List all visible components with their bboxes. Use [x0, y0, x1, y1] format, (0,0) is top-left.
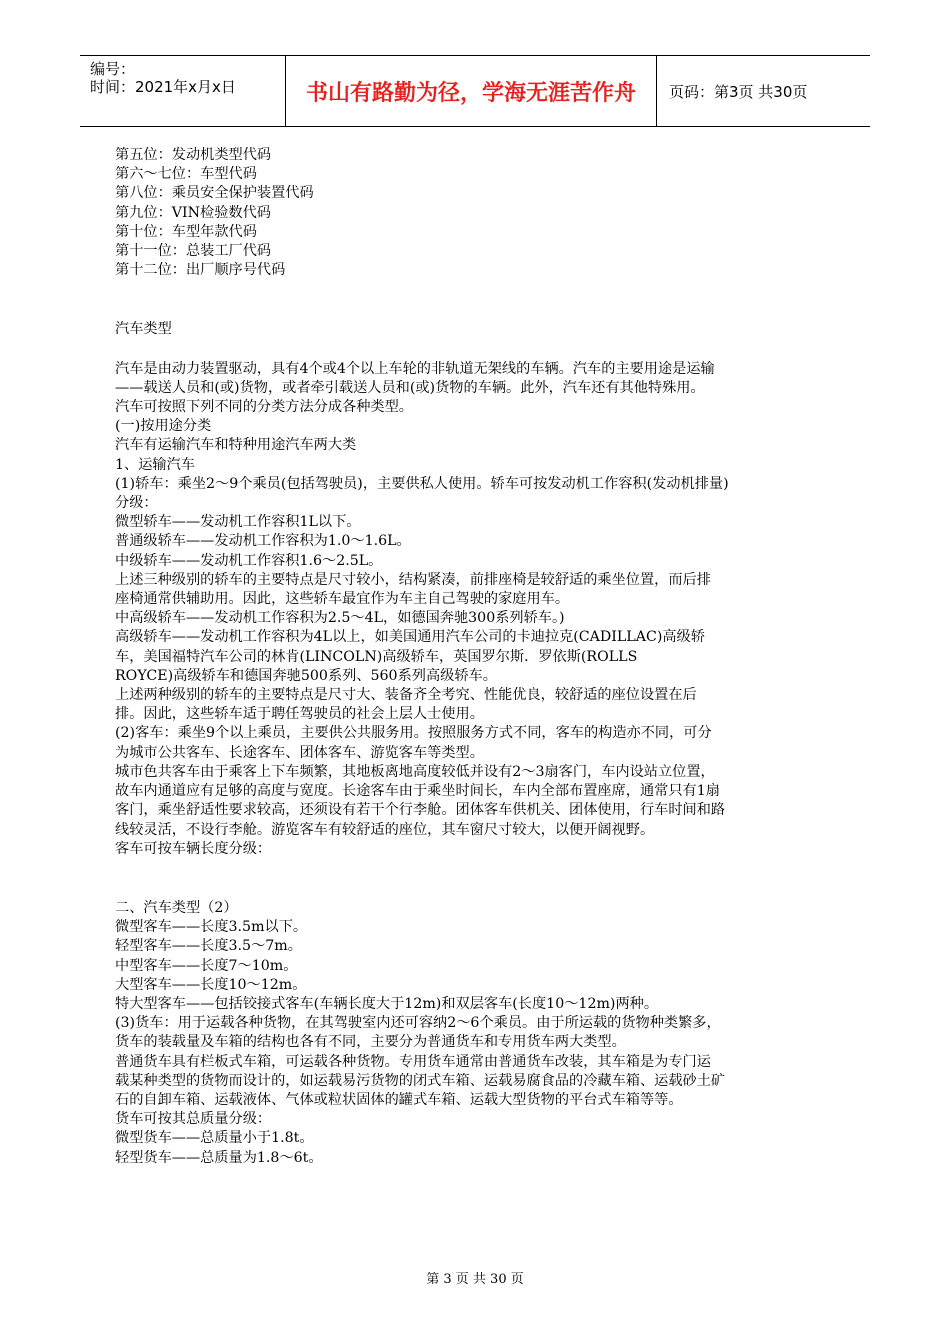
paragraph-line: 座椅通常供辅助用。因此，这些轿车最宜作为车主自己驾驶的家庭用车。 [115, 591, 570, 608]
section-1-body [115, 360, 845, 859]
paragraph-line: 中型客车——长度7～10m。 [115, 957, 298, 974]
page-footer: 第 3 页 共 30 页 [426, 1272, 524, 1287]
vin-list [115, 146, 845, 280]
paragraph-line: 高级轿车——发动机工作容积为4L以上，如美国通用汽车公司的卡迪拉克(CADILLAC)高级轿 [115, 629, 705, 646]
paragraph-line: (2)客车：乘坐9个以上乘员，主要供公共服务用。按照服务方式不同，客车的构造亦不同，可分 [115, 725, 712, 742]
vin-item: 第十位：车型年款代码 [115, 223, 257, 240]
vin-item: 第九位：VIN检验数代码 [115, 204, 271, 221]
number-label: 编号： [90, 60, 136, 78]
document-body [115, 146, 845, 1168]
vin-item: 第六～七位：车型代码 [115, 166, 257, 183]
paragraph-line: 轻型客车——长度3.5～7m。 [115, 938, 302, 955]
paragraph-line: 为城市公共客车、长途客车、团体客车、游览客车等类型。 [115, 744, 484, 761]
paragraph-line: 微型货车——总质量小于1.8t。 [115, 1130, 314, 1147]
vin-item: 第十二位：出厂顺序号代码 [115, 262, 286, 279]
motto: 书山有路勤为径，学海无涯苦作舟 [285, 56, 657, 126]
vin-item: 第五位：发动机类型代码 [115, 147, 272, 163]
paragraph-line: 分级： [115, 495, 158, 512]
paragraph-line: 车，美国福特汽车公司的林肯(LINCOLN)高级轿车，英国罗尔斯．罗依斯(ROLLS [115, 648, 638, 665]
paragraph-line: 大型客车——长度10～12m。 [115, 976, 307, 993]
paragraph-line: 普通级轿车——发动机工作容积为1.0～1.6L。 [115, 533, 411, 550]
paragraph-line: 中级轿车——发动机工作容积1.6～2.5L。 [115, 552, 383, 569]
paragraph-line: 上述两种级别的轿车的主要特点是尺寸大、装备齐全考究、性能优良，较舒适的座位设置在后 [115, 687, 697, 704]
paragraph-line: 微型轿车——发动机工作容积1L以下。 [115, 514, 361, 531]
paragraph-line: 中高级轿车——发动机工作容积为2.5～4L，如德国奔驰300系列轿车。) [115, 610, 565, 627]
paragraph-line: 货车可按其总质量分级： [115, 1111, 272, 1128]
paragraph-line: 汽车是由动力装置驱动，具有4个或4个以上车轮的非轨道无架线的车辆。汽车的主要用途是运输 [115, 360, 715, 377]
paragraph-line: 载某种类型的货物而设计的，如运载易污货物的闭式车箱、运载易腐食品的冷藏车箱、运载砂土矿 [115, 1072, 726, 1089]
paragraph-line: 普通货车具有栏板式车箱，可运载各种货物。专用货车通常由普通货车改装，其车箱是为专门运 [115, 1053, 711, 1070]
paragraph-line: (1)轿车：乘坐2～9个乘员(包括驾驶员)，主要供私人使用。轿车可按发动机工作容积(发动机排量) [115, 475, 729, 492]
paragraph-line: ——载送人员和(或)货物，或者牵引载送人员和(或)货物的车辆。此外，汽车还有其他特殊用。 [115, 379, 705, 396]
paragraph-line: 客车可按车辆长度分级： [115, 840, 272, 857]
paragraph-line: 石的自卸车箱、运载液体、气体或粒状固体的罐式车箱、运载大型货物的平台式车箱等等。 [115, 1091, 683, 1108]
vin-item: 第十一位：总装工厂代码 [115, 243, 272, 260]
page-header [80, 55, 870, 127]
paragraph-line: 轻型货车——总质量为1.8～6t。 [115, 1149, 323, 1166]
paragraph-line: (3)货车：用于运载各种货物，在其驾驶室内还可容纳2～6个乘员。由于所运载的货物种类繁多， [115, 1015, 721, 1032]
paragraph-line: (一)按用途分类 [115, 418, 212, 435]
paragraph-line: 特大型客车——包括铰接式客车(车辆长度大于12m)和双层客车(长度10～12m)两种。 [115, 995, 659, 1012]
paragraph-line: 汽车可按照下列不同的分类方法分成各种类型。 [115, 399, 413, 416]
paragraph-line: 1、运输汽车 [115, 456, 195, 473]
paragraph-line: ROYCE)高级轿车和德国奔驰500系列、560系列高级轿车。 [115, 667, 497, 684]
header-info [80, 56, 285, 126]
section-title: 二、汽车类型（2） [115, 899, 238, 916]
vin-item: 第八位：乘员安全保护装置代码 [115, 185, 314, 202]
paragraph-line: 上述三种级别的轿车的主要特点是尺寸较小，结构紧凑，前排座椅是较舒适的乘坐位置，而后排 [115, 571, 711, 588]
paragraph-line: 微型客车——长度3.5m以下。 [115, 919, 308, 936]
page-info: 页码：第3页 共30页 [669, 82, 808, 101]
paragraph-line: 线较灵活，不设行李舱。游览客车有较舒适的座位，其车窗尺寸较大，以便开阔视野。 [115, 821, 655, 838]
paragraph-line: 故车内通道应有足够的高度与宽度。长途客车由于乘坐时间长，车内全部布置座席，通常只有1扇 [115, 783, 720, 800]
paragraph-line: 客门，乘坐舒适性要求较高，还须设有若干个行李舱。团体客车供机关、团体使用，行车时间和路 [115, 802, 726, 819]
paragraph-line: 城市色共客车由于乘客上下车频繁，其地板离地高度较低并设有2～3扇客门，车内设站立位置， [115, 763, 715, 780]
section-2-body [115, 918, 845, 1168]
paragraph-line: 汽车有运输汽车和特种用途汽车两大类 [115, 437, 357, 454]
paragraph-line: 货车的装载量及车箱的结构也各有不同，主要分为普通货车和专用货车两大类型。 [115, 1034, 626, 1051]
section-title: 汽车类型 [115, 321, 172, 338]
time-label: 时间：2021年x月x日 [90, 78, 236, 96]
paragraph-line: 排。因此，这些轿车适于聘任驾驶员的社会上层人士使用。 [115, 706, 484, 723]
